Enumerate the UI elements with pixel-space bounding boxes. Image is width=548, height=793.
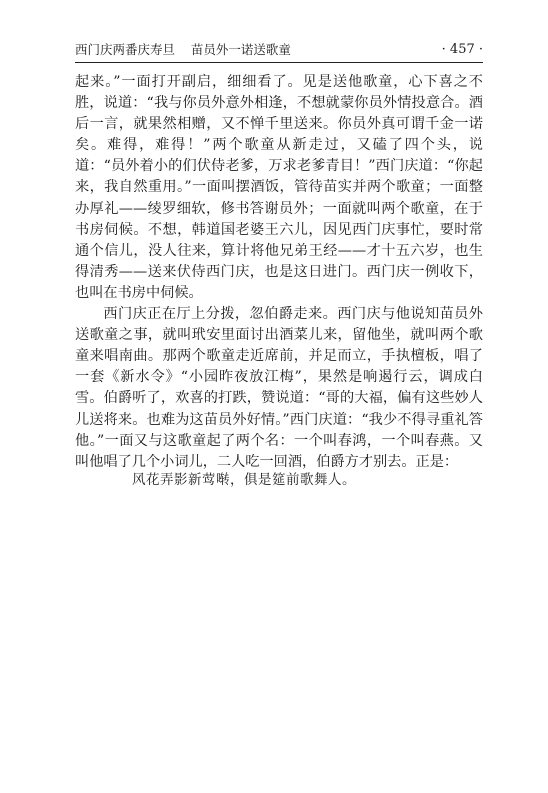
- paragraph-2: 西门庆正在厅上分拨，忽伯爵走来。西门庆与他说知苗员外送歌童之事，就叫玳安里面讨出酒菜儿来，留他坐，就叫两个歌童来唱南曲。那两个歌童走近席前，并足而立，手执檀板，唱了一套《新水令》“小园昨夜放江梅”，果然是响遏行云，调成白雪。伯爵听了，欢喜的打跌，赞说道：“哥的大福，偏有这些妙人儿送将来。也难为这苗员外好情。”西门庆道：“我少不得寻重礼答他。”一面又与这歌童起了两个名：一个叫春鸿，一个叫春燕。又叫他唱了几个小词儿，二人吃一回酒，伯爵方才别去。正是：: [75, 306, 483, 470]
- header-rule: [75, 62, 483, 63]
- body-text: [75, 72, 483, 473]
- page-header: [75, 40, 483, 60]
- paragraph-1: 起来。”一面打开副启，细细看了。见是送他歌童，心下喜之不胜，说道：“我与你员外意外相逢，不想就蒙你员外情投意合。酒后一言，就果然相赠，又不惮千里送来。你员外真可谓千金一诺矣。难得，难得！”两个歌童从新走过，又磕了四个头，说道：“员外着小的们伏侍老爹，万求老爹青目！”西门庆道：“你起来，我自然重用。”一面叫摆酒饭，管待苗实并两个歌童；一面整办厚礼——绫罗细软，修书答谢员外；一面就叫两个歌童，在于书房伺候。不想，韩道国老婆王六儿，因见西门庆事忙，要时常通个信儿，没人往来，算计将他兄弟王经——才十五六岁，也生得清秀——送来伏侍西门庆，也是这日进门。西门庆一例收下，也叫在书房中伺候。: [75, 74, 483, 301]
- verse-couplet: 风花弄影新莺啭，俱是筵前歌舞人。: [132, 472, 356, 488]
- page-number: · 457 ·: [441, 42, 483, 57]
- running-title: 西门庆两番庆寿旦 苗员外一诺送歌童: [75, 42, 291, 57]
